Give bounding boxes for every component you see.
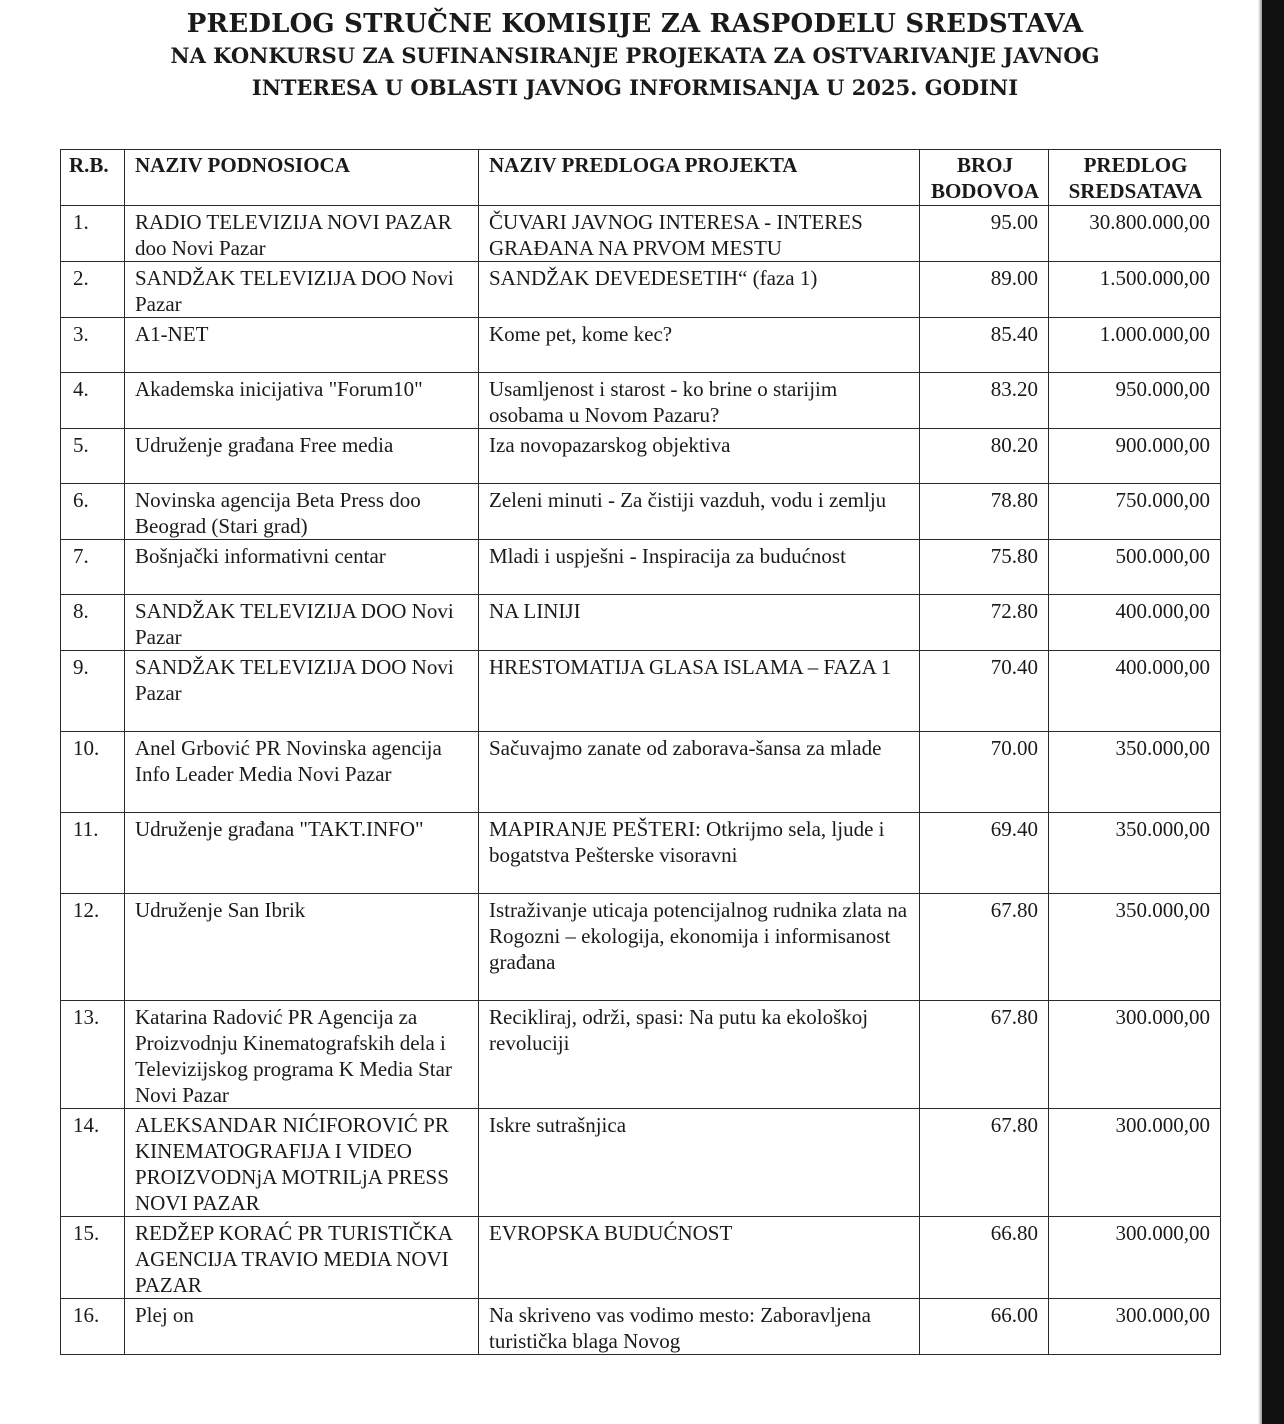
cell-amount: 1.000.000,00: [1049, 318, 1221, 373]
table-row: [61, 894, 1221, 1001]
cell-project: Iskre sutrašnjica: [479, 1109, 920, 1217]
table-row: [61, 318, 1221, 373]
cell-applicant: Anel Grbović PR Novinska agencija Info Leader Media Novi Pazar: [125, 732, 479, 813]
header-applicant: NAZIV PODNOSIOCA: [125, 150, 479, 206]
cell-rb: 2.: [61, 262, 125, 318]
cell-amount: 900.000,00: [1049, 429, 1221, 484]
cell-applicant: SANDŽAK TELEVIZIJA DOO Novi Pazar: [125, 262, 479, 318]
cell-project: Usamljenost i starost - ko brine o starijim osobama u Novom Pazaru?: [479, 373, 920, 429]
screen-edge: [1262, 0, 1284, 1424]
cell-rb: 1.: [61, 206, 125, 262]
table-row: [61, 732, 1221, 813]
cell-project: Mladi i uspješni - Inspiracija za budućnost: [479, 540, 920, 595]
cell-rb: 9.: [61, 651, 125, 732]
cell-applicant: Udruženje građana "TAKT.INFO": [125, 813, 479, 894]
cell-points: 78.80: [920, 484, 1049, 540]
cell-project: ČUVARI JAVNOG INTERESA - INTERES GRAĐANA NA PRVOM MESTU: [479, 206, 920, 262]
cell-applicant: Udruženje San Ibrik: [125, 894, 479, 1001]
cell-project: Zeleni minuti - Za čistiji vazduh, vodu i zemlju: [479, 484, 920, 540]
title-line-1: PREDLOG STRUČNE KOMISIJE ZA RASPODELU SREDSTAVA: [186, 9, 1084, 39]
cell-applicant: A1-NET: [125, 318, 479, 373]
table-header-row: [61, 150, 1221, 206]
document-title: [40, 8, 1230, 104]
cell-amount: 350.000,00: [1049, 813, 1221, 894]
cell-points: 67.80: [920, 894, 1049, 1001]
table-row: [61, 540, 1221, 595]
cell-rb: 10.: [61, 732, 125, 813]
cell-applicant: RADIO TELEVIZIJA NOVI PAZAR doo Novi Pazar: [125, 206, 479, 262]
cell-project: Kome pet, kome kec?: [479, 318, 920, 373]
allocation-table: [60, 149, 1221, 1355]
table-row: [61, 813, 1221, 894]
table-row: [61, 1299, 1221, 1355]
cell-amount: 950.000,00: [1049, 373, 1221, 429]
cell-amount: 400.000,00: [1049, 651, 1221, 732]
cell-points: 85.40: [920, 318, 1049, 373]
cell-applicant: Plej on: [125, 1299, 479, 1355]
table-row: [61, 429, 1221, 484]
table-row: [61, 373, 1221, 429]
cell-rb: 7.: [61, 540, 125, 595]
cell-amount: 500.000,00: [1049, 540, 1221, 595]
cell-amount: 350.000,00: [1049, 894, 1221, 1001]
cell-rb: 14.: [61, 1109, 125, 1217]
cell-applicant: Bošnjački informativni centar: [125, 540, 479, 595]
header-project: NAZIV PREDLOGA PROJEKTA: [479, 150, 920, 206]
cell-applicant: Akademska inicijativa "Forum10": [125, 373, 479, 429]
table-row: [61, 484, 1221, 540]
cell-rb: 12.: [61, 894, 125, 1001]
cell-rb: 8.: [61, 595, 125, 651]
cell-amount: 400.000,00: [1049, 595, 1221, 651]
cell-rb: 5.: [61, 429, 125, 484]
cell-points: 67.80: [920, 1001, 1049, 1109]
cell-applicant: Katarina Radović PR Agencija za Proizvodnju Kinematografskih dela i Televizijskog programa K Media Star Novi Pazar: [125, 1001, 479, 1109]
cell-rb: 3.: [61, 318, 125, 373]
table-row: [61, 1001, 1221, 1109]
cell-rb: 11.: [61, 813, 125, 894]
cell-points: 72.80: [920, 595, 1049, 651]
cell-applicant: REDŽEP KORAĆ PR TURISTIČKA AGENCIJA TRAVIO MEDIA NOVI PAZAR: [125, 1217, 479, 1299]
cell-points: 95.00: [920, 206, 1049, 262]
cell-project: SANDŽAK DEVEDESETIH“ (faza 1): [479, 262, 920, 318]
cell-amount: 30.800.000,00: [1049, 206, 1221, 262]
title-line-3: INTERESA U OBLASTI JAVNOG INFORMISANJA U 2025. GODINI: [251, 75, 1019, 100]
cell-amount: 300.000,00: [1049, 1299, 1221, 1355]
header-rb: R.B.: [61, 150, 125, 206]
cell-applicant: Udruženje građana Free media: [125, 429, 479, 484]
table-row: [61, 262, 1221, 318]
cell-amount: 300.000,00: [1049, 1109, 1221, 1217]
cell-points: 66.00: [920, 1299, 1049, 1355]
cell-project: HRESTOMATIJA GLASA ISLAMA – FAZA 1: [479, 651, 920, 732]
cell-rb: 4.: [61, 373, 125, 429]
cell-points: 70.40: [920, 651, 1049, 732]
cell-points: 67.80: [920, 1109, 1049, 1217]
cell-rb: 13.: [61, 1001, 125, 1109]
cell-points: 80.20: [920, 429, 1049, 484]
header-points: BROJ BODOVOA: [920, 150, 1049, 206]
cell-project: EVROPSKA BUDUĆNOST: [479, 1217, 920, 1299]
cell-points: 75.80: [920, 540, 1049, 595]
cell-points: 66.80: [920, 1217, 1049, 1299]
table-row: [61, 595, 1221, 651]
cell-applicant: SANDŽAK TELEVIZIJA DOO Novi Pazar: [125, 595, 479, 651]
cell-project: Istraživanje uticaja potencijalnog rudnika zlata na Rogozni – ekologija, ekonomija i informisanost građana: [479, 894, 920, 1001]
header-amount: PREDLOG SREDSATAVA: [1049, 150, 1221, 206]
cell-rb: 6.: [61, 484, 125, 540]
cell-project: Iza novopazarskog objektiva: [479, 429, 920, 484]
cell-amount: 750.000,00: [1049, 484, 1221, 540]
cell-applicant: ALEKSANDAR NIĆIFOROVIĆ PR KINEMATOGRAFIJA I VIDEO PROIZVODNjA MOTRILjA PRESS NOVI PAZAR: [125, 1109, 479, 1217]
table-row: [61, 651, 1221, 732]
cell-amount: 1.500.000,00: [1049, 262, 1221, 318]
cell-amount: 300.000,00: [1049, 1001, 1221, 1109]
cell-rb: 16.: [61, 1299, 125, 1355]
cell-project: MAPIRANJE PEŠTERI: Otkrijmo sela, ljude i bogatstva Pešterske visoravni: [479, 813, 920, 894]
cell-points: 70.00: [920, 732, 1049, 813]
cell-amount: 300.000,00: [1049, 1217, 1221, 1299]
cell-applicant: SANDŽAK TELEVIZIJA DOO Novi Pazar: [125, 651, 479, 732]
cell-points: 89.00: [920, 262, 1049, 318]
cell-rb: 15.: [61, 1217, 125, 1299]
table-row: [61, 1109, 1221, 1217]
cell-amount: 350.000,00: [1049, 732, 1221, 813]
table-row: [61, 206, 1221, 262]
cell-points: 69.40: [920, 813, 1049, 894]
cell-points: 83.20: [920, 373, 1049, 429]
cell-project: NA LINIJI: [479, 595, 920, 651]
cell-project: Na skriveno vas vodimo mesto: Zaboravljena turistička blaga Novog: [479, 1299, 920, 1355]
table-row: [61, 1217, 1221, 1299]
cell-applicant: Novinska agencija Beta Press doo Beograd (Stari grad): [125, 484, 479, 540]
cell-project: Recikliraj, održi, spasi: Na putu ka ekološkoj revoluciji: [479, 1001, 920, 1109]
cell-project: Sačuvajmo zanate od zaborava-šansa za mlade: [479, 732, 920, 813]
title-line-2: NA KONKURSU ZA SUFINANSIRANJE PROJEKATA ZA OSTVARIVANJE JAVNOG: [170, 43, 1100, 68]
